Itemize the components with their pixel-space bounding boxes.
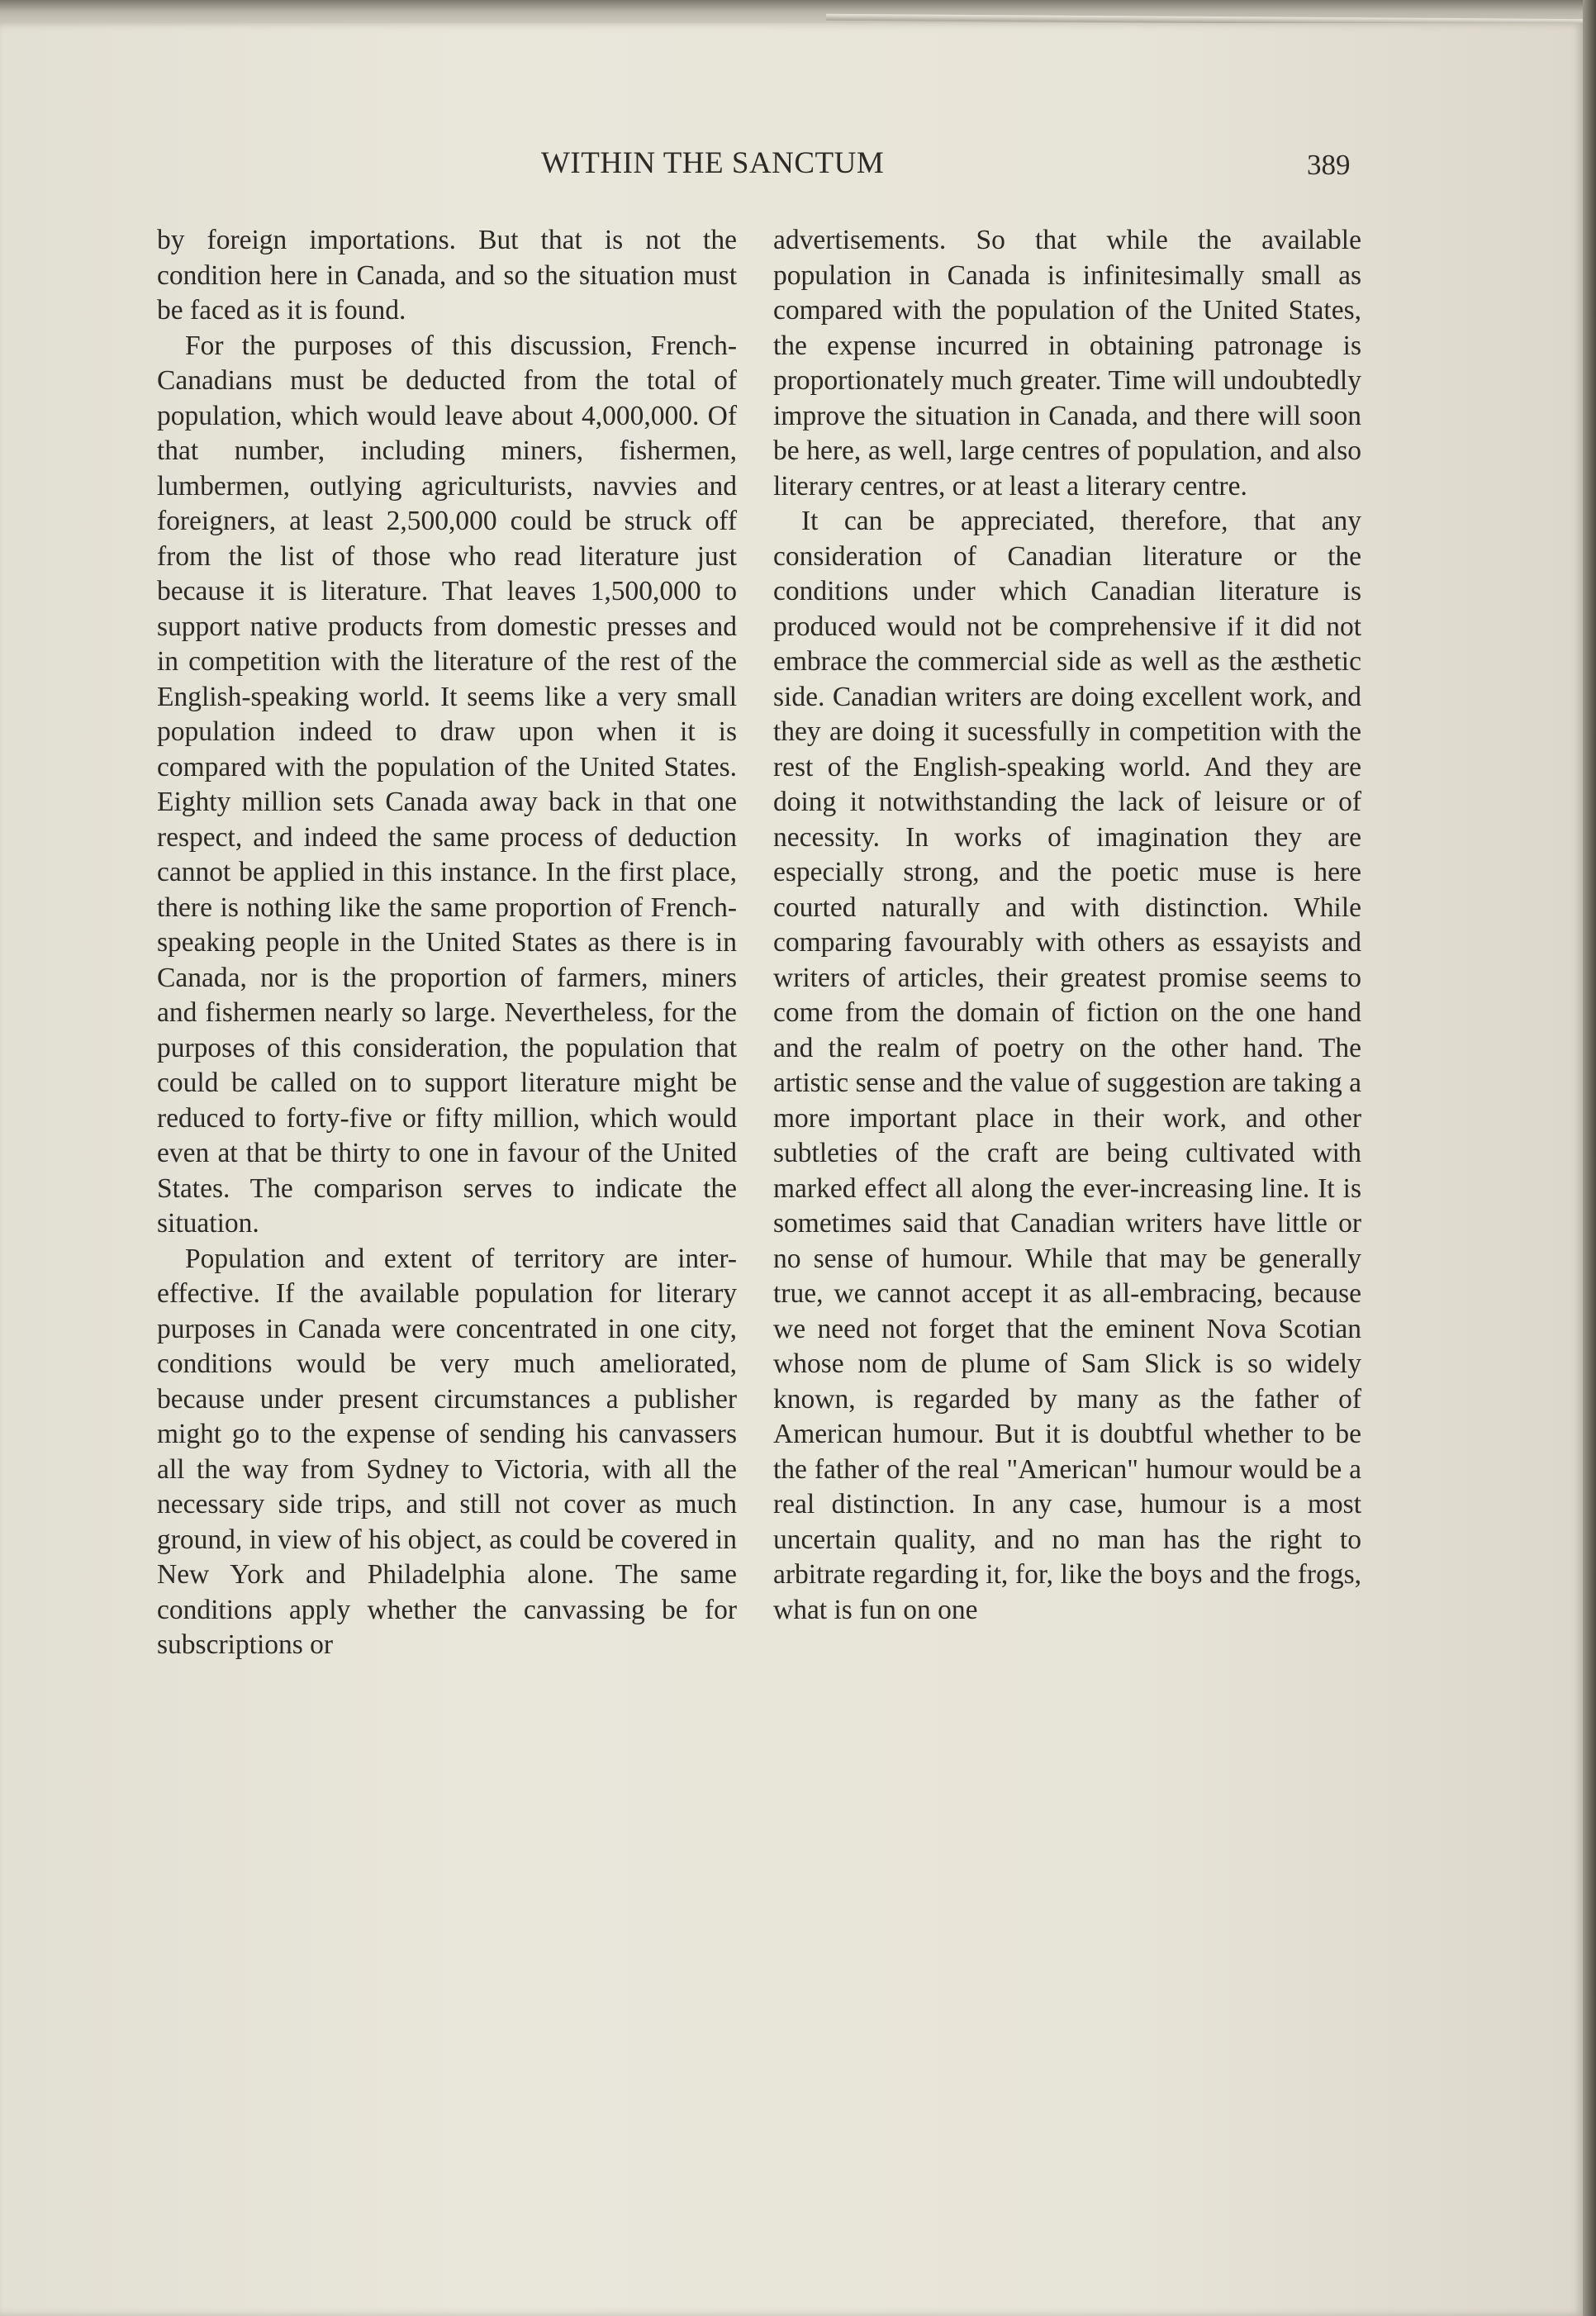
running-head: WITHIN THE SANCTUM	[541, 146, 885, 180]
page-number: 389	[1307, 149, 1351, 181]
paragraph: advertisements. So that while the available population in Canada is infinitesimally small as compared with the population of the United States, the expense incurred in obtaining patronage is proportionately much greater. Time will undoubtedly improve the situation in Canada, and there will soon be here, as well, large centres of population, and also literary centres, or at least a literary centre.	[773, 225, 1361, 502]
right-column	[773, 223, 1361, 1628]
paragraph: by foreign importations. But that is not the condition here in Canada, and so the situation must be faced as it is found.	[157, 225, 737, 326]
page-right-edge	[1583, 0, 1596, 2316]
paragraph: It can be appreciated, therefore, that any consideration of Canadian literature or the conditions under which Canadian literature is produced would not be comprehensive if it did not embrace the commercial side as well as the æsthetic side. Canadian writers are doing excellent work, and they are doing it sucessfully in competition with the rest of the English-speaking world. And they are doing it notwithstanding the lack of leisure or of necessity. In works of imagination they are especially strong, and the poetic muse is here courted naturally and with distinction. While comparing favourably with others as essayists and writers of articles, their greatest promise seems to come from the domain of fiction on the one hand and the realm of poetry on the other hand. The artistic sense and the value of suggestion are taking a more important place in their work, and other subtleties of the craft are being cultivated with marked effect all along the ever-increasing line. It is sometimes said that Canadian writers have little or no sense of humour. While that may be generally true, we cannot accept it as all-embracing, because we need not forget that the eminent Nova Scotian whose nom de plume of Sam Slick is so widely known, is regarded by many as the father of American humour. But it is doubtful whether to be the father of the real "American" humour would be a real distinction. In any case, humour is a most uncertain quality, and no man has the right to arbitrate regarding it, for, like the boys and the frogs, what is fun on one	[773, 506, 1361, 1625]
paragraph: For the purposes of this discussion, French-Canadians must be deducted from the total of population, which would leave about 4,000,000. Of that number, including miners, fishermen, lumbermen, outlying agriculturists, navvies and foreigners, at least 2,500,000 could be struck off from the list of those who read literature just because it is literature. That leaves 1,500,000 to support native products from domestic presses and in competition with the literature of the rest of the English-speaking world. It seems like a very small population indeed to draw upon when it is compared with the population of the United States. Eighty million sets Canada away back in that one respect, and indeed the same process of deduction cannot be applied in this instance. In the first place, there is nothing like the same proportion of French-speaking people in the United States as there is in Canada, nor is the proportion of farmers, miners and fishermen nearly so large. Nevertheless, for the purposes of this consideration, the population that could be called on to support literature might be reduced to forty-five or fifty million, which would even at that be thirty to one in favour of the United States. The comparison serves to indicate the situation.	[157, 330, 737, 1239]
left-column	[157, 223, 737, 1663]
paragraph: Population and extent of territory are inter-effective. If the available population for literary purposes in Canada were concentrated in one city, conditions would be very much ameliorated, because under present circumstances a publisher might go to the expense of sending his canvassers all the way from Sydney to Victoria, with all the necessary side trips, and still not cover as much ground, in view of his object, as could be covered in New York and Philadelphia alone. The same conditions apply whether the canvassing be for subscriptions or	[157, 1243, 737, 1660]
